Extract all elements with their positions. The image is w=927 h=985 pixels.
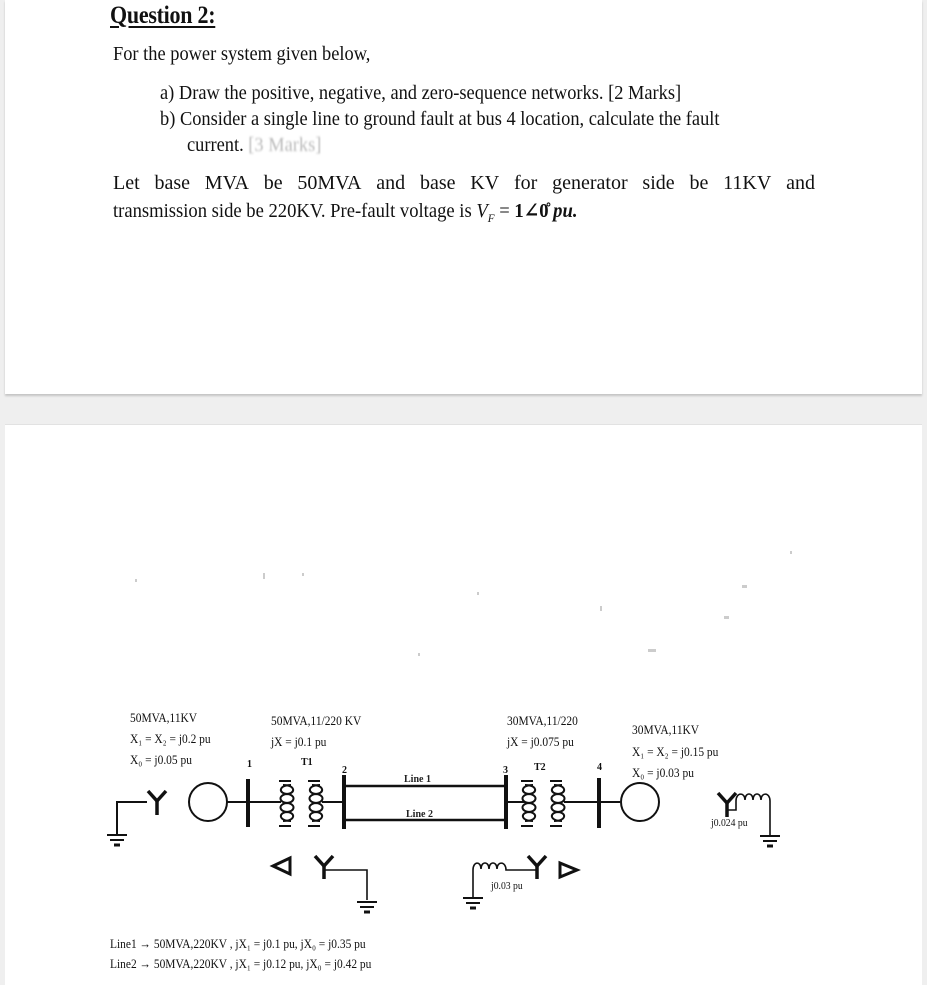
question-title: Question 2: [110,2,216,29]
gen2-neutral-reactance: j0.024 pu [711,817,748,829]
item-marker: a) [160,82,175,104]
sub-question-b-continuation: current. [3 Marks] [187,134,322,156]
gen2-x12: X₁ = X₂ = j0.15 pu [632,744,719,759]
bus-2-label: 2 [342,765,347,776]
t2-rating: 30MVA,11/220 [507,713,578,728]
t2-neutral-reactance: j0.03 pu [491,880,523,892]
item-text: Draw the positive, negative, and zero-sequence networks. [2 Marks] [178,82,682,104]
gen1-x0: X₀ = j0.05 pu [130,752,192,767]
bus-1-label: 1 [247,759,252,770]
gen1-rating: 50MVA,11KV [130,710,198,725]
bus-4-label: 4 [597,762,602,773]
line-2-label: Line 2 [406,809,433,820]
t1-rating: 50MVA,11/220 KV [271,713,362,728]
line-1-label: Line 1 [404,774,431,785]
base-values-paragraph-line1: Let base MVA be 50MVA and base KV for generator side be 11KV and [113,172,815,194]
vf-value: 1∠0̊ [514,200,549,222]
question-intro: For the power system given below, [113,43,371,65]
base-values-paragraph-line2: transmission side be 220KV. Pre-fault voltage is $V_F$ = 1∠0̊ pu. [113,200,578,225]
line-2-data: Line2 → 50MVA,220KV , jX₁ = j0.12 pu, jX₀ = j0.42 pu [110,956,372,971]
gen1-x12: X₁ = X₂ = j0.2 pu [130,731,211,746]
diagram-card [5,424,922,985]
gen2-rating: 30MVA,11KV [632,722,700,737]
item-marker: b) [160,108,176,130]
gen2-x0: X₀ = j0.03 pu [632,765,694,780]
bus-3-label: 3 [503,765,508,776]
t1-label: T1 [301,757,313,768]
vf-symbol: V [476,200,488,222]
item-text: Consider a single line to ground fault at bus 4 location, calculate the fault [179,108,720,130]
t2-reactance: jX = j0.075 pu [507,734,574,749]
sub-question-b [160,108,720,131]
obscured-marks: [3 Marks] [248,134,322,156]
t2-label: T2 [534,762,546,773]
line-1-data: Line1 → 50MVA,220KV , jX₁ = j0.1 pu, jX₀ = j0.35 pu [110,936,366,951]
t1-reactance: jX = j0.1 pu [271,734,327,749]
sub-question-a [160,82,681,105]
